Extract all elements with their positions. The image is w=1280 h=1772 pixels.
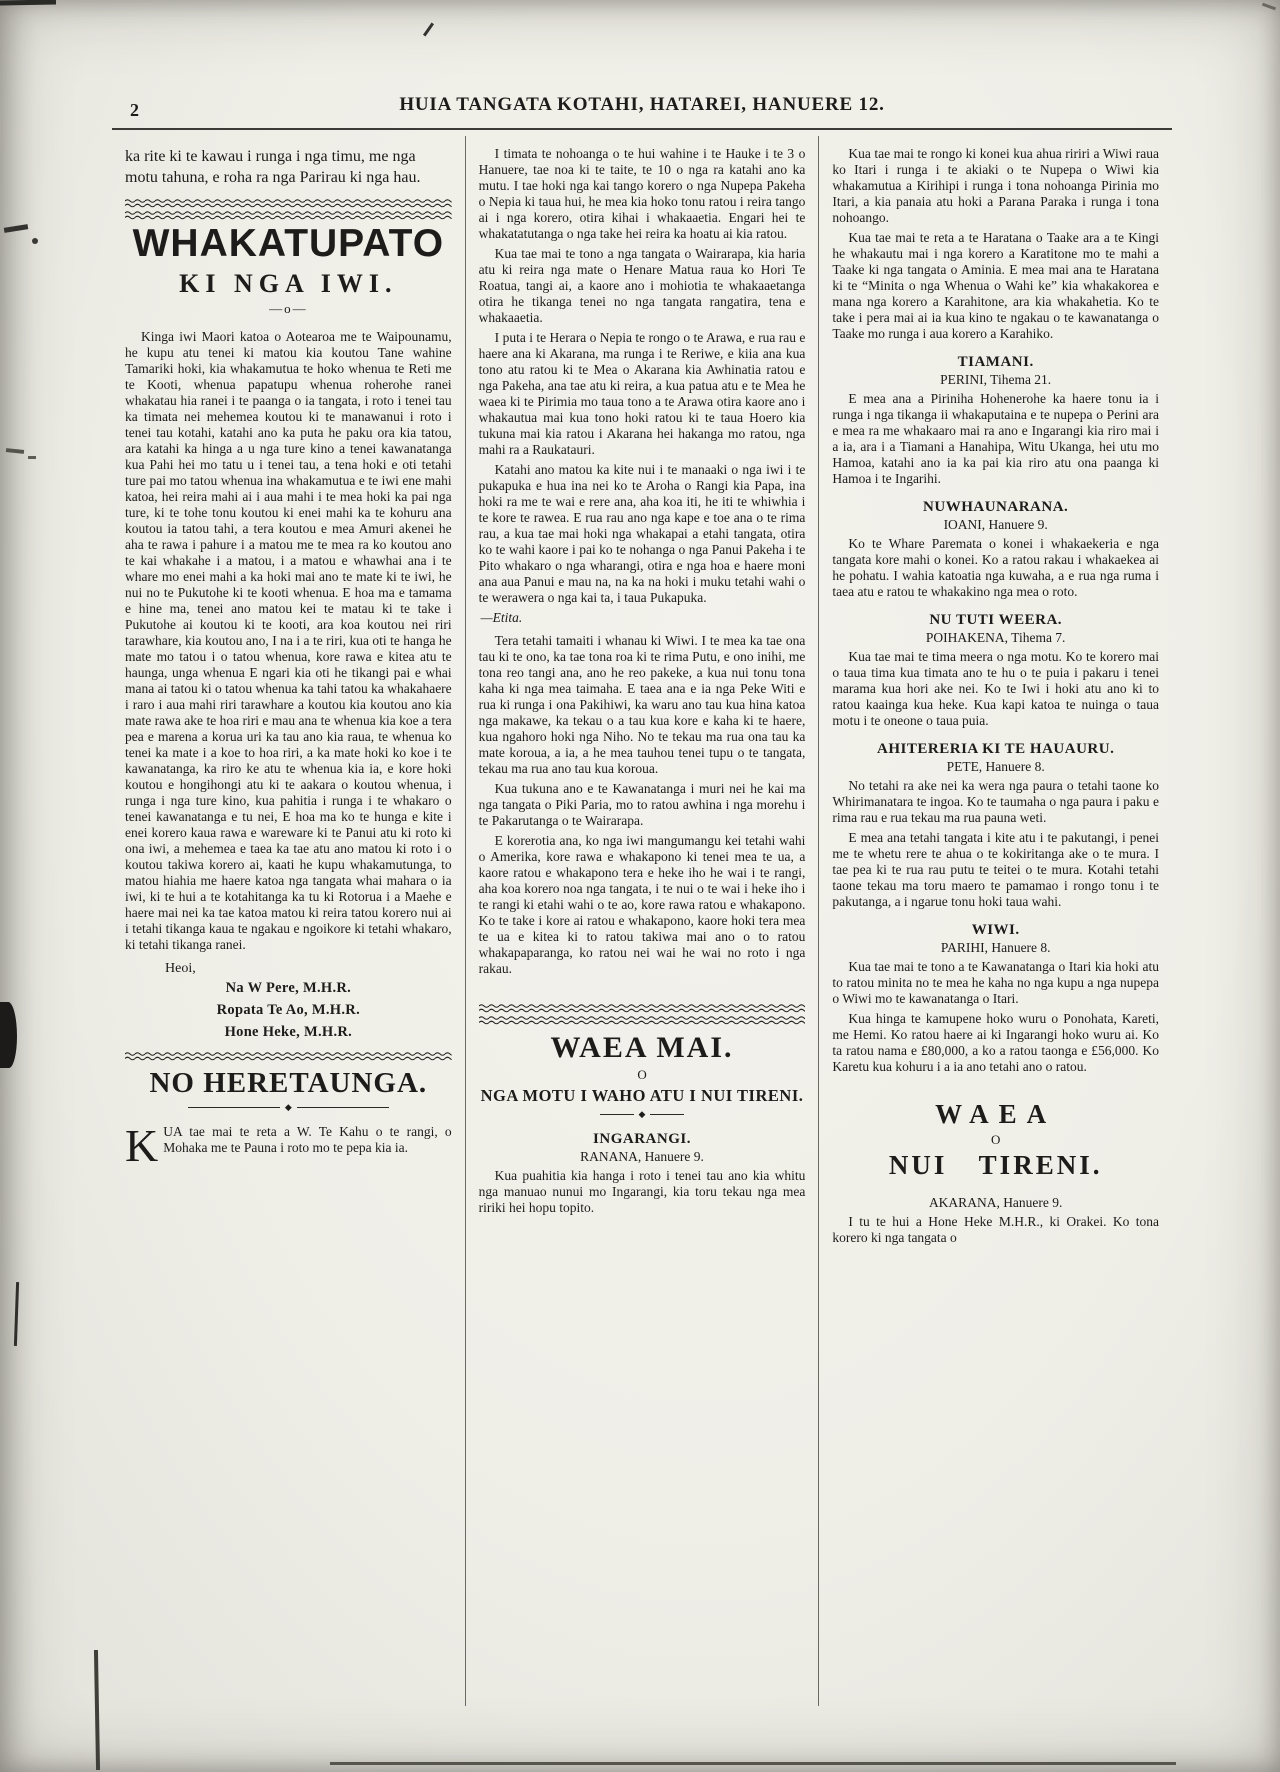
article-continuation: ka rite ki te kawau i runga i nga timu, me nga motu tahuna, e roha ra nga Parirau ki nga hau. [125, 148, 421, 186]
drop-cap: K [125, 1119, 159, 1171]
news-paragraph: Ko te Whare Paremata o konei i whakaekeria e nga tangata kore mahi o konei. Ko a ratou rakau i whakaekea ai he pohatu. I wahia katoatia nga kuwaha, a e rua nga ruma i taea atu e ratou te whakakino nga mea o roto. [832, 536, 1160, 599]
dateline: IOANI, Hanuere 9. [943, 517, 1048, 532]
headline-nui-tireni: NUI TIRENI. [888, 1150, 1103, 1180]
news-paragraph: E mea ana a Piriniha Hohenerohe ka haere tonu ia i runga i nga tikanga ii whakaputaina e te nupepa o Perini ara e mea ra me whakaaro mai ra ano e Ingarangi kia riro mai i a ia, ara i a Tiamani a Hanahipa, Witu Ukanga, hei utu mo Hamoa, katahi ano ia ka pai kia riro atu ona paanga ki Hamoa i te Ingarihi. [832, 391, 1160, 486]
headline-waea: WAEA [935, 1099, 1057, 1129]
news-paragraph: I puta i te Herara o Nepia te rongo o te Arawa, e rua rau e haere ana ki Akarana, ma runga i te Reriwe, e kiia ana kua tono atu ratou ki te Mea o Akarana kia Awhinatia ratou e nga Pakeha, ana tae atu ki reira, a kua patua atu e te Mea he waea ki te Pirimia mo taua tono a te Arawa otira kaore ano i whakautua mai kua tono hoki ratou ki te taua Hoero kia tukuna mai kia ratou i Akarana hei hakanga mo ratou, nga mahi ra a Raukatauri. [478, 330, 806, 457]
news-paragraph: Kua tae mai te tono a nga tangata o Wairarapa, kia haria atu ki reira nga mate o Henare Matua raua ko Hori Te Roatua, tangi ai, a kaore ano i mohiotia te whakaaetanga otira he tikanga tenei no nga tangata rangatira, tena e whakaaetia. [478, 246, 806, 325]
scan-artifact [14, 1282, 19, 1346]
news-paragraph: Kua tae mai te tima meera o nga motu. Ko te korero mai o taua tima kua timata ano te hu o te puia i pakaru i tenei marama kua hori ake nei. Ko te Iwi i hoki atu ano ki to ratou kaainga kua heke. Kua kapi katoa te nuinga o taua motu i te oneone o taua puia. [832, 649, 1160, 728]
news-paragraph: Kua tae mai te tono a te Kawanatanga o Itari kia hoki atu to ratou minita no te mea he kaha no nga kupu a nga nupepa o Wiwi mo te kawanatanga o Itari. [832, 959, 1160, 1006]
scan-artifact [1262, 3, 1276, 11]
ornament-o: —o— [269, 300, 308, 316]
heretaunga-body: UA tae mai te reta a W. Te Kahu o te rangi, o Mohaka me te Pauna i roto mo te pepa kia ia. [163, 1123, 452, 1155]
scan-artifact [94, 1650, 100, 1770]
dateline: PETE, Hanuere 8. [946, 759, 1045, 774]
diamond-icon: ◆ [284, 1101, 292, 1112]
ornament-line [600, 1114, 634, 1115]
wavy-rule [125, 1051, 452, 1061]
wavy-rule-group [125, 198, 452, 220]
news-paragraph: Katahi ano matou ka kite nui i te manaaki o nga iwi i te pukapuka e hua ina nei ko te Aroha o Rangi kia Papa, ina hoki ra me te wai e rere ana, aha koa iti, he iti te whiwhia i te kore te rawea. E rua rau ano nga kape e toe ana o te rima rau, a kua tae mai hoki nga whakapai a etahi tangata, otira ko te wahi kaore i pai ko te nohanga o nga Panui Pakeha i te Pito whakaro o nga wharangi, otira e nga hoa e haere moni ana aua Panui e mau na, na ka na hoki i muku tetahi wahi o te werawera o nga kai ta, i taua Pukapuka. [478, 462, 806, 605]
scan-artifact [4, 224, 28, 233]
scan-artifact [0, 0, 56, 5]
headline-sub-o: O [637, 1067, 647, 1082]
dateline: PARIHI, Hanuere 8. [940, 940, 1051, 955]
section-heading-nu-tuti-weera: NU TUTI WEERA. [929, 612, 1063, 628]
news-paragraph: I timata te nohoanga o te hui wahine i te Hauke i te 3 o Hanuere, tae noa ki te taite, te 10 o nga ra katahi ano ka mutu. I tae hoki nga kai tango korero o nga Nupepa Pakeha o Nepia ki taua hui, he mea kia hoko tonu ratou i reira tango ai i nga korero, otira kihai i whakaaetia. Engari hei te whakatatutanga o nga take hei reira ka hoatu ai kia ratou. [478, 146, 806, 241]
dateline: POIHAKENA, Tihema 7. [925, 630, 1066, 645]
warning-article-body: Kinga iwi Maori katoa o Aotearoa me te Waipounamu, he kupu atu tenei ki matou kia koutou Tane wahine Tamariki hoki, kia whakamutua te hoko whenua te Reti me te Kooti, whenua papatupu whenua roherohe ranei whakatau hia ranei i te paanga o ia tangata, i roto i tenei tau ka timata nei mehemea koutou ki te manawanui i roto i tenei tau kotahi, katahi ano ka puta he paku ora kia tatou, ara katahi ka hinga a u nga ture kino a tenei kawanatanga kua Pahi hei mo tatu u i tenei tau, a tena hoki e oti tetahi ture pai mo tatou whenua ina whakamutua e te iwi ene mahi katoa, hei reira mahi ai i aua mahi i te mea hoki ka pai nga ture, ki te tohe tonu koutou ki enei mahi ka te kohuru ana koutou ia tatou tahi, a tera koutou e mea Amuri akenei he aha te rawa i pahure i a matou me te mea ra ko koutou ano te kai whakahe i a matou, i a matou e whawhai ana i te whare mo enei mahi a ka hoki mai ano te mate ki te iwi, he nui no te Pukutohe ki te kooti whenua. E hoa ma e tamama e hine ma, tenei ano matou kei te matau ki te take i Pukutohe ai koutou ki te kooti, ara koa koutou nei riri tarawhare, kia koutou ano, I na i a te riri, kua oti te hanga he mate mo tatou i o tatou whenua, kore rawa e kitea atu te haunga, unga whenua E ngari kia oti he tikangi pai e whai mana ai tatou ki o tatou whenua ka tahi tatou ka whakahaere i raro i aua mahi riri tarawhare a koutou kia koutou ano kia mate rawa ake te hoa riri e mau ana te whenua kia koe a tera pea e marena a korua uri ka tau ano kia raua, te whenua ko tenei ka mate i a koe to hoa riri, a ka mate hoki ko koe i te kawanatanga, ka riro ke atu te whenua kia ia, e kore hoki koutou e hongihongi atu ki te aakara o koutou whenua, i runga i nga ture kino, kua pahitia i runga i te whakaro o tenei kawanatanga e tu nei, E hoa ma ko te hunga e kite i enei korero kaua rawa e wareware ki te Panui atu ki roto ki ona iwi, a mehemea e taea ka tae atu ano matou ki roto i o koutou takiwa korero ai, kaati he kupu whakamutunga, to matou hiahia me haere katoa nga tangata whai mahara o ia iwi, ki te hui a te kotahitanga ka tu ki Rotorua i a Maehe e haere mai nei ka tae katoa matou ki reira tatou korero nui ai i tetahi tikanga kaua te ngakau e ngoikore ki tetahi whakaro, ki tetahi tikanga ranei. [125, 328, 452, 952]
section-heading-wiwi: WIWI. [971, 922, 1020, 938]
news-paragraph: Kua tae mai te rongo ki konei kua ahua ririri a Wiwi raua ko Itari i runga i te akiaki o te Nupepa o Wiwi kia whakamutua a Kirihipi i runga i tona nohoanga Pirinia mo Itari, a kia panaia atu hoki a Parana Paraka i runga i tona nohoango. [832, 146, 1160, 225]
section-heading-nuwhaunarana: NUWHAUNARANA. [923, 499, 1069, 515]
signature: Hone Heke, M.H.R. [224, 1023, 353, 1040]
columns [112, 136, 1172, 1706]
dateline: RANANA, Hanuere 9. [580, 1149, 704, 1165]
headline-no-heretaunga: NO HERETAUNGA. [149, 1066, 428, 1099]
scan-artifact [330, 1762, 1176, 1765]
headline-sub-o: O [990, 1132, 1001, 1147]
wavy-rule [479, 1003, 806, 1013]
news-paragraph: E mea ana tetahi tangata i kite atu i te pakutangi, i penei me te whetu rere te ahua o te kokiritanga ake o te mura. I tae pea ki te rua rau putu te teitei o te mura. Kotahi tetahi taone tekau ma toru maero te pamamao i rongo tonu i te pakutanga, a i ngarue tonu hoki taua wahi. [832, 830, 1160, 909]
news-paragraph: Tera tetahi tamaiti i whanau ki Wiwi. I te mea ka tae ona tau ki te ono, ka tae tona roa ki te rima Putu, e ono inihi, me tona reo tangi ana, ano he reo pakeke, a kua nui tonu tona kaha ki nga mea taimaha. E taea ana e ia nga Peke Witi e rua ki runga i ona Pakihiwi, ka waru ano tau kua hina katoa nga makawe, ka tekau o a tau kua kore e kaha ki te haere, kua ngahoro hoki nga Niho. No te tekau ma rua ona tau ka mate koroua, a ia, a he mea tauhou tenei tupu o te tangata, tekau ma rua ano tau kua koroua. [478, 633, 806, 776]
scan-artifact [6, 448, 24, 454]
scan-artifact [423, 22, 434, 36]
news-paragraph: I tu te hui a Hone Heke M.H.R., ki Orakei. Ko tona korero ki nga tangata o [832, 1214, 1160, 1245]
section-heading-ahitereria: AHITERERIA KI TE HAUAURU. [877, 741, 1115, 757]
news-paragraph: Kua hinga te kamupene hoko wuru o Ponohata, Kareti, me Hemi. Ko ratou haere ai ki Ingarangi hoko wuru ai. Ko ta ratou nama e £80,000, a ko a ratou taonga e £56,000. Ko Karetu kua kohuru i a ia ano tetahi ano o ratou. [832, 1011, 1160, 1074]
wavy-rule [125, 198, 452, 208]
masthead: HUIA TANGATA KOTAHI, HATAREI, HANUERE 12. [399, 94, 885, 115]
page-header [112, 94, 1172, 128]
news-paragraph: Kua tae mai te reta a te Haratana o Taake ara a te Kingi he whakautu mai i nga korero a Karatitone mo te mahi a Taake ki nga tangata o Aminia. E mea mai ana te Haratana ki te “Minita o nga Whenua o Wahi ke” kia whakakorea e mana nga korero a Karahitone, ara kia whakahetia. Ko te take i pera mai ai ia kua kino te ngakau o te kawanatanga o Taake mo runga i aua korero a Karahiko. [832, 230, 1160, 341]
wavy-rule-group [125, 1051, 452, 1061]
header-rule [112, 128, 1172, 130]
editor-signoff: —Etita. [480, 610, 523, 625]
scan-artifact [28, 456, 36, 459]
ornament-line [188, 1107, 280, 1108]
diamond-icon: ◆ [638, 1109, 646, 1120]
scan-artifact [0, 1002, 17, 1068]
wavy-rule [125, 210, 452, 220]
news-paragraph: E korerotia ana, ko nga iwi mangumangu kei tetahi wahi o Amerika, kore rawa e whakapono ki tenei mea te ua, a kaore ratou e whakapono tera e heke iho he wai i te rangi, aha koa korero noa nga tangata, i te nui o te wai i heke iho i te rangi ki etahi wahi o te ao, kore rawa ratou e whakapono. Ko te take i kore ai ratou e whakapono, kaore hoki tera mea te ua e kitea ki to ratou takiwa mai ano o to ratou whakapaparanga, ko ratou nei wai he wai no roto i nga rakau. [478, 833, 806, 976]
column-3 [818, 136, 1172, 1706]
ornament-line [650, 1114, 684, 1115]
section-heading-ingarangi: INGARANGI. [593, 1131, 691, 1148]
page-number: 2 [130, 100, 139, 120]
wavy-rule [479, 1015, 806, 1025]
wavy-rule-group [479, 1003, 806, 1025]
section-heading-tiamani: TIAMANI. [957, 354, 1034, 370]
news-paragraph: Kua tukuna ano e te Kawanatanga i muri nei he kai ma nga tangata o Piki Paria, mo to ratou awhina i nga morehu i te Pakarutanga o te Wairarapa. [478, 781, 806, 828]
diamond-ornament [479, 1110, 806, 1119]
dateline: PERINI, Tihema 21. [940, 372, 1052, 387]
headline-ki-nga-iwi: KI NGA IWI. [179, 268, 398, 298]
diamond-ornament [125, 1103, 452, 1112]
headline-whakatupato: WHAKATUPATO [132, 222, 445, 265]
news-paragraph: No tetahi ra ake nei ka wera nga paura o tetahi taone ko Whirimanatara te ingoa. Ko te taumaha o nga paura i paku e rima rau e rua tekau ma rua pauna weti. [832, 778, 1160, 825]
heretaunga-article [125, 1119, 452, 1171]
scan-artifact [32, 238, 38, 244]
news-paragraph: Kua puahitia kia hanga i roto i tenei tau ano kia whitu nga manuao nunui mo Ingarangi, kia toru tekau nga mea ririki hei hopu topito. [478, 1168, 806, 1216]
headline-waea-mai: WAEA MAI. [550, 1031, 734, 1064]
signoff: Heoi, [165, 960, 196, 976]
ornament-line [297, 1107, 389, 1108]
signature: Ropata Te Ao, M.H.R. [216, 1001, 361, 1018]
column-2 [465, 136, 819, 1706]
dateline: AKARANA, Hanuere 9. [928, 1195, 1063, 1210]
column-1 [112, 136, 465, 1706]
signature: Na W Pere, M.H.R. [225, 979, 352, 996]
headline-nga-motu: NGA MOTU I WAHO ATU I NUI TIRENI. [480, 1086, 804, 1105]
